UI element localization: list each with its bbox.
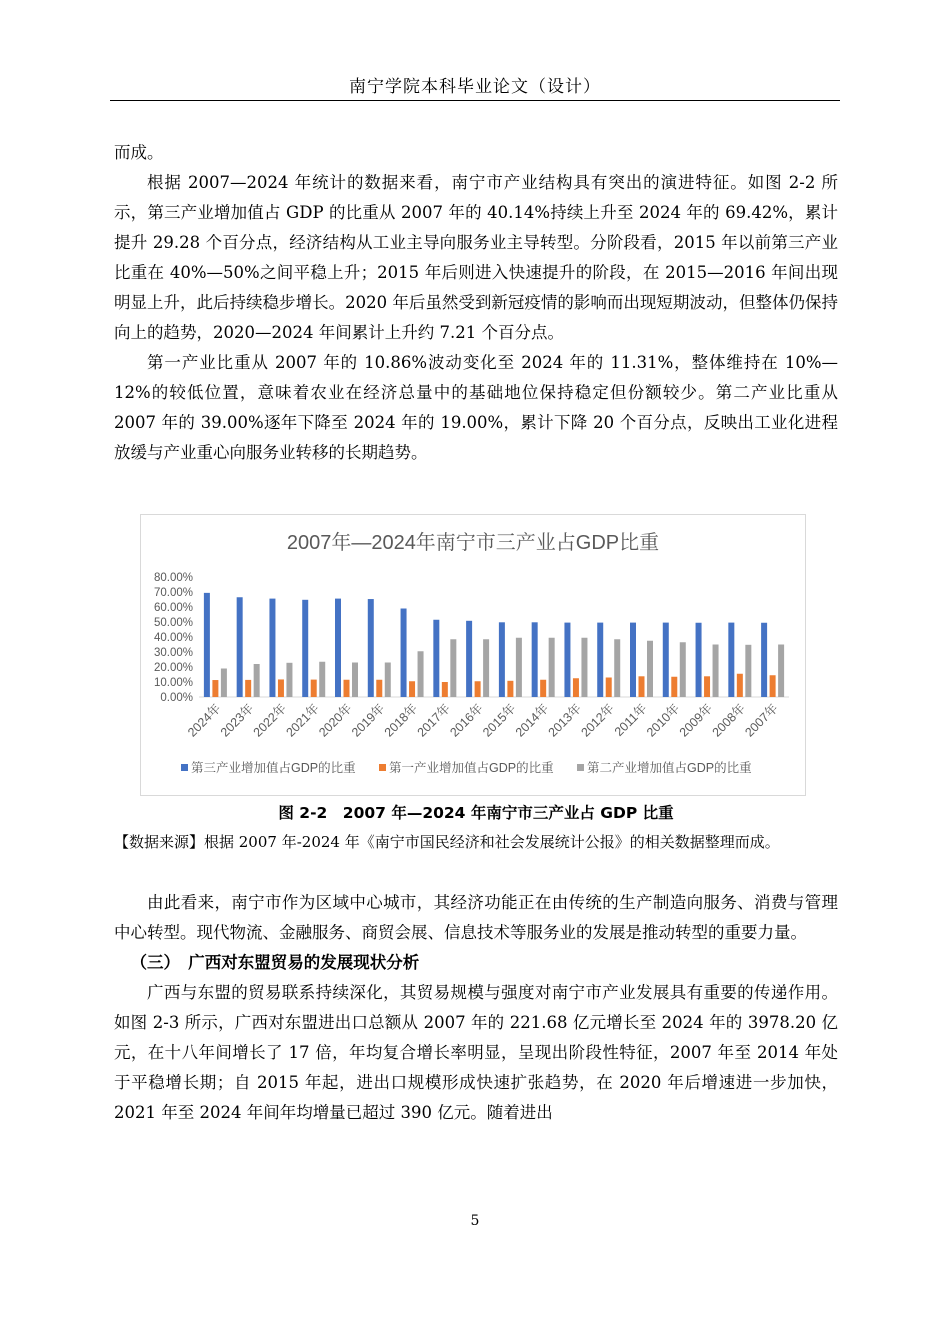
bar-primary [344,680,350,697]
x-tick-label: 2015年 [480,701,519,740]
y-tick-label: 20.00% [153,662,193,674]
chart-container [140,514,806,796]
x-tick-label: 2017年 [414,701,453,740]
x-tick-label: 2018年 [381,701,421,740]
bar-primary [311,680,317,697]
legend-swatch [379,764,386,771]
x-tick-label: 2021年 [283,701,322,740]
x-tick-label: 2019年 [348,701,388,740]
y-tick-label: 0.00% [160,692,193,704]
bar-tertiary [368,599,374,697]
bar-primary [770,675,776,697]
bar-secondary [614,639,620,697]
body-top [114,138,838,468]
bar-tertiary [433,620,439,697]
bar-tertiary [696,623,702,697]
bar-primary [507,681,513,697]
y-tick-label: 40.00% [153,632,193,644]
bar-primary [376,680,382,697]
bar-primary [606,678,612,698]
bar-primary [475,681,481,697]
x-tick-label: 2023年 [217,701,257,740]
y-tick-label: 60.00% [153,602,193,614]
chart-title: 2007年—2024年南宁市三产业占GDP比重 [286,532,660,554]
x-tick-label: 2010年 [643,701,683,740]
paragraph-asean-trade: 广西与东盟的贸易联系持续深化，其贸易规模与强度对南宁市产业发展具有重要的传递作用。如图 2-3 所示，广西对东盟进出口总额从 2007 年的 221.68 亿元增长至 2024 年的 3978.20 亿元，在十八年间增长了 17 倍，年均复合增长率明显，呈现出阶段性特征，2007 年至 2014 年处于平稳增长期；自 2015 年起，进出口规模形成快速扩张趋势，在 2020 年后增速进一步加快，2021 年至 2024 年间年均增量已超过 390 亿元。随着进出 [114,983,838,1122]
x-tick-label: 2014年 [512,701,552,740]
legend-label: 第二产业增加值占GDP的比重 [587,761,752,775]
x-tick-label: 2013年 [545,701,585,740]
y-tick-label: 10.00% [153,677,193,689]
bar-tertiary [302,600,308,697]
bar-secondary [385,663,391,698]
y-tick-label: 30.00% [153,647,193,659]
data-source-note: 【数据来源】根据 2007 年-2024 年《南宁市国民经济和社会发展统计公报》的相关数据整理而成。 [114,833,780,851]
x-tick-label: 2012年 [578,701,617,740]
bar-primary [573,678,579,697]
x-tick-label: 2008年 [709,701,748,740]
gdp-share-bar-chart [141,515,805,795]
y-tick-label: 70.00% [153,587,193,599]
x-tick-label: 2011年 [611,701,650,739]
bar-tertiary [269,599,275,697]
paragraph-tertiary-industry: 根据 2007—2024 年统计的数据来看，南宁市产业结构具有突出的演进特征。如图 2-2 所示，第三产业增加值占 GDP 的比重从 2007 年的 40.14%持续上升至 2024 年的 69.42%，累计提升 29.28 个百分点，经济结构从工业主导向服务业主导转型。分阶段看，2015 年以前第三产业比重在 40%—50%之间平稳上升；2015 年后则进入快速提升的阶段，在 2015—2016 年间出现明显上升，此后持续稳步增长。2020 年后虽然受到新冠疫情的影响而出现短期波动，但整体仍保持向上的趋势，2020—2024 年间累计上升约 7.21 个百分点。 [114,173,838,342]
bar-tertiary [335,599,341,697]
bar-tertiary [204,593,210,697]
bar-secondary [352,663,358,698]
legend-label: 第三产业增加值占GDP的比重 [191,761,356,775]
x-tick-label: 2020年 [316,701,355,740]
figure-caption: 图 2-2 2007 年—2024 年南宁市三产业占 GDP 比重 [278,804,674,822]
bar-primary [278,679,284,697]
page-number: 5 [470,1213,480,1229]
bar-tertiary [597,623,603,697]
header-rule [110,100,840,101]
bar-secondary [418,651,424,697]
body-bottom [114,888,838,1128]
x-tick-label: 2016年 [447,701,486,740]
x-tick-label: 2009年 [676,701,716,740]
paragraph-transition: 由此看来，南宁市作为区域中心城市，其经济功能正在由传统的生产制造向服务、消费与管理中心转型。现代物流、金融服务、商贸会展、信息技术等服务业的发展是推动转型的重要力量。 [114,893,838,942]
bar-primary [737,674,743,697]
bar-tertiary [728,623,734,697]
bar-secondary [516,638,522,697]
y-tick-label: 80.00% [153,572,193,584]
bar-tertiary [532,622,538,697]
x-tick-label: 2024年 [185,701,224,740]
bar-primary [245,680,251,697]
bar-tertiary [630,623,636,697]
bar-tertiary [663,623,669,697]
bar-secondary [450,639,456,697]
bar-secondary [647,641,653,697]
bar-secondary [778,645,784,698]
bar-secondary [286,663,292,697]
bar-secondary [254,664,260,697]
bar-tertiary [237,597,243,697]
bar-secondary [745,645,751,697]
bar-secondary [483,639,489,697]
bar-tertiary [401,609,407,698]
bar-primary [540,680,546,697]
x-tick-label: 2022年 [250,701,290,740]
bar-primary [704,676,710,697]
bar-secondary [319,662,325,697]
bar-primary [409,681,415,697]
x-tick-label: 2007年 [742,701,781,740]
bar-tertiary [466,621,472,697]
paragraph-primary-secondary: 第一产业比重从 2007 年的 10.86%波动变化至 2024 年的 11.31%，整体维持在 10%—12%的较低位置，意味着农业在经济总量中的基础地位保持稳定但份额较少。第二产业比重从 2007 年的 39.00%逐年下降至 2024 年的 19.00%，累计下降 20 个百分点，反映出工业化进程放缓与产业重心向服务业转移的长期趋势。 [114,353,838,462]
bar-primary [671,677,677,697]
bar-tertiary [499,622,505,697]
bar-secondary [680,642,686,697]
section-heading: （三） 广西对东盟贸易的发展现状分析 [130,953,420,972]
bar-primary [212,680,218,697]
page-header: 南宁学院本科毕业论文（设计） [349,77,601,97]
legend-swatch [181,764,188,771]
bar-tertiary [564,623,570,697]
y-tick-label: 50.00% [153,617,193,629]
bar-tertiary [761,623,767,697]
bar-secondary [549,638,555,697]
bar-secondary [581,638,587,697]
legend-swatch [577,764,584,771]
bar-primary [639,676,645,697]
bar-secondary [221,669,227,698]
legend-label: 第一产业增加值占GDP的比重 [389,761,554,775]
bar-secondary [713,645,719,698]
paragraph-continuation: 而成。 [114,143,164,162]
bar-primary [442,682,448,697]
